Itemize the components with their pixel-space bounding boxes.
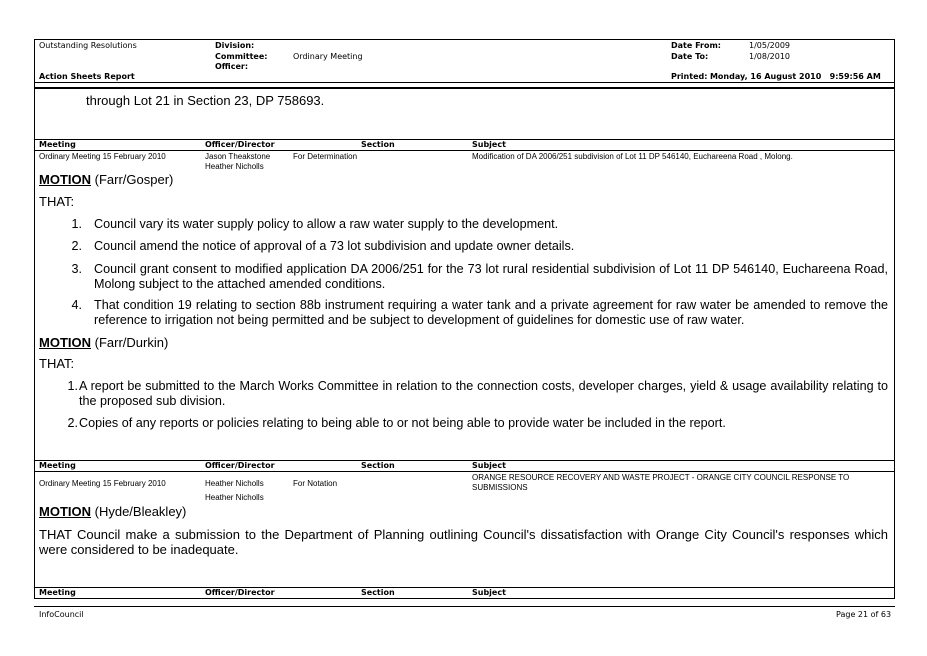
col-subject: Subject — [472, 461, 506, 470]
col-section: Section — [361, 588, 395, 597]
col-officer: Officer/Director — [205, 461, 275, 470]
record-section: For Determination — [293, 152, 358, 161]
item-text: Copies of any reports or policies relating to being able to or not being able to provide water be included in the report. — [79, 416, 726, 430]
col-subject: Subject — [472, 588, 506, 597]
report-name: Outstanding Resolutions — [39, 41, 137, 50]
item-text: Council vary its water supply policy to allow a raw water supply to the development. — [94, 217, 559, 231]
record-meeting: Ordinary Meeting 15 February 2010 — [39, 479, 166, 488]
printed-line — [671, 72, 881, 82]
col-meeting: Meeting — [39, 140, 76, 149]
col-officer: Officer/Director — [205, 588, 275, 597]
footer-page-number: Page 21 of 63 — [836, 610, 892, 619]
item-number: 1. — [71, 217, 82, 231]
motion-text: THAT Council make a submission to the Department of Planning outlining Council's dissatisfaction with Orange City Council's responses which were considered to be inadequate. — [39, 527, 888, 557]
item-text: Council grant consent to modified application DA 2006/251 for the 73 lot rural residential subdivision of Lot 11 DP 546140, Euchareena Road, Molong subject to the attached amended conditions. — [94, 262, 888, 291]
footer-system: InfoCouncil — [39, 610, 84, 619]
record-officer: Heather Nicholls — [205, 162, 264, 171]
date-from-value: 1/05/2009 — [749, 41, 791, 50]
col-meeting: Meeting — [39, 461, 76, 470]
motion-movers: (Farr/Durkin) — [94, 335, 169, 350]
record-officer: Heather Nicholls — [205, 479, 264, 488]
record-meeting: Ordinary Meeting 15 February 2010 — [39, 152, 166, 161]
date-from-label: Date From: — [671, 41, 722, 50]
item-number: 3. — [71, 262, 82, 276]
officer-label: Officer: — [215, 62, 249, 71]
item-number: 4. — [71, 298, 82, 312]
date-to-value: 1/08/2010 — [749, 52, 791, 61]
committee-value: Ordinary Meeting — [293, 52, 363, 61]
report-type: Action Sheets Report — [39, 72, 135, 81]
date-to-label: Date To: — [671, 52, 709, 61]
item-number: 2. — [71, 239, 82, 253]
motion-movers: (Hyde/Bleakley) — [94, 504, 187, 519]
motion-label: MOTION — [39, 335, 91, 350]
motion-label: MOTION — [39, 504, 91, 519]
committee-label: Committee: — [215, 52, 268, 61]
motion-movers: (Farr/Gosper) — [94, 172, 174, 187]
printed-value: Monday, 16 August 2010 9:59:56 AM — [709, 72, 881, 81]
printed-label: Printed: — [671, 72, 708, 81]
col-section: Section — [361, 461, 395, 470]
col-meeting: Meeting — [39, 588, 76, 597]
record-subject: ORANGE RESOURCE RECOVERY AND WASTE PROJECT - ORANGE CITY COUNCIL RESPONSE TO SUBMISSIONS — [472, 473, 850, 492]
col-officer: Officer/Director — [205, 140, 275, 149]
record-subject: Modification of DA 2006/251 subdivision of Lot 11 DP 546140, Euchareena Road , Molong. — [472, 152, 793, 161]
motion-label: MOTION — [39, 172, 91, 187]
motion-heading — [39, 335, 168, 351]
item-text: A report be submitted to the March Works Committee in relation to the connection costs, developer charges, yield & usage availability relating to the proposed sub division. — [79, 379, 888, 408]
col-subject: Subject — [472, 140, 506, 149]
record-officer: Heather Nicholls — [205, 493, 264, 502]
division-label: Division: — [215, 41, 255, 50]
motion-that: THAT: — [39, 194, 75, 209]
col-section: Section — [361, 140, 395, 149]
motion-heading — [39, 172, 173, 188]
motion-heading — [39, 504, 186, 520]
item-text: That condition 19 relating to section 88b instrument requiring a water tank and a private agreement for raw water be amended to remove the reference to irrigation not being permitted and be subject to development of guidelines for domestic use of raw water. — [94, 298, 888, 327]
motion-that: THAT: — [39, 356, 75, 371]
continuation-text: through Lot 21 in Section 23, DP 758693. — [86, 93, 325, 108]
item-number: 2. — [67, 416, 78, 430]
record-officer: Jason Theakstone — [205, 152, 271, 161]
record-section: For Notation — [293, 479, 338, 488]
item-number: 1. — [67, 379, 78, 393]
item-text: Council amend the notice of approval of a 73 lot subdivision and update owner details. — [94, 239, 575, 253]
